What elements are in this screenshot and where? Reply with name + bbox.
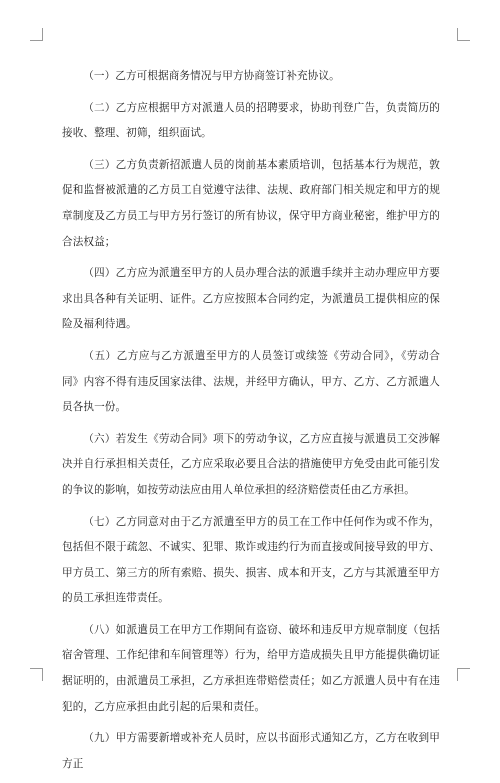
document-body: [62, 64, 440, 783]
crop-mark-top-right: [457, 28, 470, 41]
clause-8: （八）如派遣员工在甲方工作期间有盗窃、破坏和违反甲方规章制度（包括宿舍管理、工作纪律和车间管理等）行为，给甲方造成损失且甲方能提供确切证据证明的，由派遣员工承担，乙方承担连带赔偿责任；如乙方派遣人员中有在违犯的，乙方应承担由此引起的后果和责任。: [62, 623, 440, 713]
clause-6: （六）若发生《劳动合同》项下的劳动争议，乙方应直接与派遣员工交涉解决并自行承担相关责任，乙方应采取必要且合法的措施使甲方免受由此可能引发的争议的影响，如按劳动法应由用人单位承担的经济赔偿责任由乙方承担。: [62, 432, 440, 496]
clause-3: （三）乙方负责新招派遣人员的岗前基本素质培训，包括基本行为规范，敦促和监督被派遣的乙方员工自觉遵守法律、法规、政府部门相关规定和甲方的规章制度及乙方员工与甲方另行签订的所有协议，保守甲方商业秘密，维护甲方的合法权益；: [62, 158, 440, 248]
crop-mark-bottom-left: [30, 668, 43, 681]
clause-2: （二）乙方应根据甲方对派遣人员的招聘要求，协助刊登广告，负责简历的接收、整理、初筛，组织面试。: [62, 101, 440, 140]
crop-mark-top-left: [30, 28, 43, 41]
clause-5: （五）乙方应与乙方派遣至甲方的人员签订或续签《劳动合同》，《劳动合同》内容不得有违反国家法律、法规，并经甲方确认，甲方、乙方、乙方派遣人员各执一份。: [62, 349, 440, 414]
clause-7: （七）乙方同意对由于乙方派遣至甲方的员工在工作中任何作为或不作为，包括但不限于疏忽、不诚实、犯罪、欺诈或违约行为而直接或间接导致的甲方、甲方员工、第三方的所有索赔、损失、损害、成本和开支，乙方与其派遣至甲方的员工承担连带责任。: [62, 515, 440, 605]
clause-1: （一）乙方可根据商务情况与甲方协商签订补充协议。: [83, 70, 340, 82]
clause-9: （九）甲方需要新增或补充人员时，应以书面形式通知乙方，乙方在收到甲方正: [62, 732, 440, 770]
crop-mark-bottom-right: [457, 668, 470, 681]
clause-4: （四）乙方应为派遣至甲方的人员办理合法的派遣手续并主动办理应甲方要求出具各种有关证明、证件。乙方应按照本合同约定，为派遣员工提供相应的保险及福利待遇。: [62, 267, 440, 331]
